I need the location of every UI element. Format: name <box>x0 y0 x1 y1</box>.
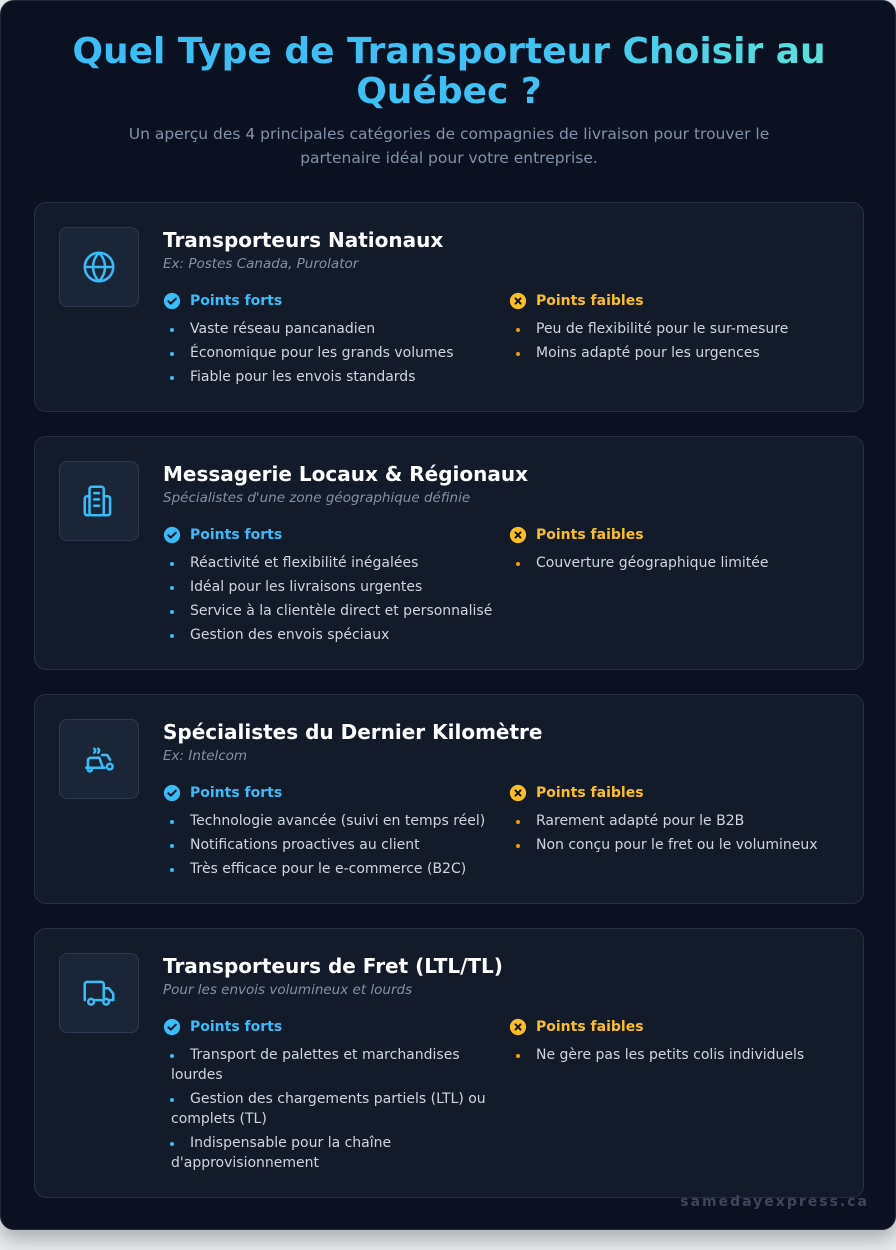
watermark: samedayexpress.ca <box>680 1194 869 1210</box>
card-title: Spécialistes du Dernier Kilomètre <box>163 720 543 744</box>
card-subtitle: Ex: Intelcom <box>163 748 248 764</box>
cons-item: Rarement adapté pour le B2B <box>509 811 839 831</box>
pros-item: Gestion des chargements partiels (LTL) ou complets (TL) <box>163 1089 498 1129</box>
pros-item: Transport de palettes et marchandises lourdes <box>163 1045 498 1085</box>
pros-column <box>163 1017 498 1177</box>
carrier-card-freight <box>34 928 864 1198</box>
check-circle-icon <box>163 526 181 544</box>
card-subtitle: Spécialistes d'une zone géographique définie <box>163 490 471 506</box>
pros-item: Économique pour les grands volumes <box>163 343 498 363</box>
pros-heading: Points forts <box>163 291 498 311</box>
check-circle-icon <box>163 1018 181 1036</box>
pros-list <box>163 553 498 645</box>
pros-item: Technologie avancée (suivi en temps réel) <box>163 811 498 831</box>
pros-heading: Points forts <box>163 525 498 545</box>
carrier-card-last-mile <box>34 694 864 904</box>
truck-icon <box>59 953 139 1033</box>
scooter-icon <box>59 719 139 799</box>
pros-column <box>163 525 498 649</box>
x-circle-icon <box>509 292 527 310</box>
pros-item: Réactivité et flexibilité inégalées <box>163 553 498 573</box>
cons-heading: Points faibles <box>509 1017 839 1037</box>
pros-column <box>163 291 498 391</box>
cons-list <box>509 553 839 573</box>
globe-icon <box>59 227 139 307</box>
pros-list <box>163 319 498 387</box>
pros-item: Vaste réseau pancanadien <box>163 319 498 339</box>
cons-item: Couverture géographique limitée <box>509 553 839 573</box>
pros-item: Gestion des envois spéciaux <box>163 625 498 645</box>
cons-column <box>509 291 839 367</box>
pros-list <box>163 1045 498 1173</box>
building-icon <box>59 461 139 541</box>
check-circle-icon <box>163 784 181 802</box>
pros-list <box>163 811 498 879</box>
pros-item: Service à la clientèle direct et personnalisé <box>163 601 498 621</box>
page-subtitle: Un aperçu des 4 principales catégories de compagnies de livraison pour trouver le partenaire idéal pour votre entreprise. <box>128 125 770 167</box>
pros-column <box>163 783 498 883</box>
card-title: Messagerie Locaux & Régionaux <box>163 462 528 486</box>
cons-heading: Points faibles <box>509 291 839 311</box>
cons-item: Moins adapté pour les urgences <box>509 343 839 363</box>
cons-list <box>509 811 839 855</box>
pros-item: Notifications proactives au client <box>163 835 498 855</box>
page-title: Quel Type de Transporteur Choisir au Québec ? <box>1 32 896 112</box>
card-subtitle: Ex: Postes Canada, Purolator <box>163 256 359 272</box>
pros-item: Très efficace pour le e-commerce (B2C) <box>163 859 498 879</box>
cons-item: Peu de flexibilité pour le sur-mesure <box>509 319 839 339</box>
card-title: Transporteurs Nationaux <box>163 228 444 252</box>
check-circle-icon <box>163 292 181 310</box>
cons-heading: Points faibles <box>509 783 839 803</box>
cons-column <box>509 525 839 577</box>
carrier-card-local <box>34 436 864 670</box>
cons-item: Non conçu pour le fret ou le volumineux <box>509 835 839 855</box>
card-subtitle: Pour les envois volumineux et lourds <box>163 982 413 998</box>
pros-heading: Points forts <box>163 783 498 803</box>
card-title: Transporteurs de Fret (LTL/TL) <box>163 954 503 978</box>
pros-item: Indispensable pour la chaîne d'approvisionnement <box>163 1133 498 1173</box>
cons-item: Ne gère pas les petits colis individuels <box>509 1045 839 1065</box>
pros-heading: Points forts <box>163 1017 498 1037</box>
cons-column <box>509 1017 839 1069</box>
cons-list <box>509 1045 839 1065</box>
x-circle-icon <box>509 526 527 544</box>
x-circle-icon <box>509 1018 527 1036</box>
pros-item: Fiable pour les envois standards <box>163 367 498 387</box>
cons-heading: Points faibles <box>509 525 839 545</box>
carrier-card-national <box>34 202 864 412</box>
cons-column <box>509 783 839 859</box>
pros-item: Idéal pour les livraisons urgentes <box>163 577 498 597</box>
cons-list <box>509 319 839 363</box>
x-circle-icon <box>509 784 527 802</box>
